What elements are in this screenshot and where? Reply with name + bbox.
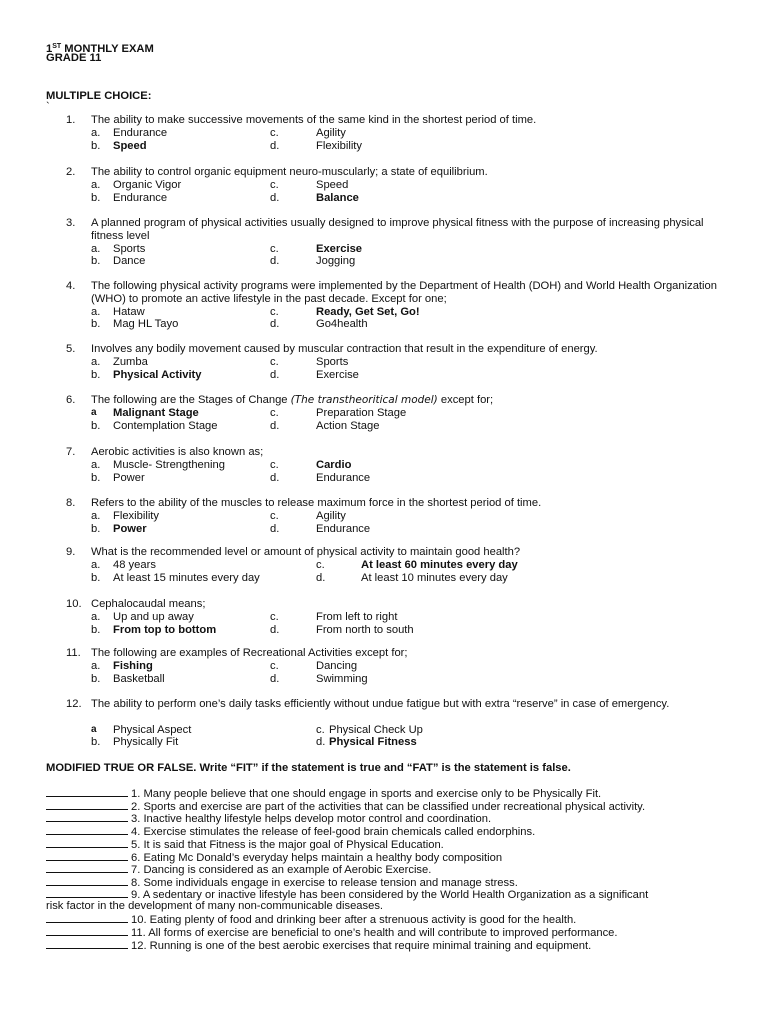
question-number: 4. xyxy=(66,280,76,292)
option-row xyxy=(0,407,768,420)
option-c-text: Cardio xyxy=(316,458,352,471)
question-text: The ability to perform one’s daily tasks efficiently without undue fatigue but with extra “reserve” in case of emergency. xyxy=(91,698,670,710)
option-row xyxy=(0,660,768,673)
option-row xyxy=(0,724,768,737)
option-d-letter: d. xyxy=(270,255,280,268)
question-text-part: The following are the Stages of Change xyxy=(91,394,291,406)
option-a-letter: a. xyxy=(91,509,101,522)
question-text: Cephalocaudal means; xyxy=(91,598,206,610)
option-a-letter: a. xyxy=(91,126,101,139)
option-b-text: Mag HL Tayo xyxy=(113,318,179,331)
option-a-text: Muscle- Strengthening xyxy=(113,458,225,471)
option-a-letter: a xyxy=(91,406,97,418)
tf-statement: 12. Running is one of the best aerobic exercises that require minimal training and equipment. xyxy=(131,940,592,952)
option-a-letter: a. xyxy=(91,178,101,191)
section-multiple-choice: MULTIPLE CHOICE: xyxy=(46,90,152,102)
question-number: 10. xyxy=(66,598,82,610)
option-a-letter: a. xyxy=(91,659,101,672)
option-c-text: Preparation Stage xyxy=(316,406,407,419)
question-number: 9. xyxy=(66,546,76,558)
tf-statement: 3. Inactive healthy lifestyle helps develop motor control and coordination. xyxy=(131,813,492,825)
question-number: 8. xyxy=(66,497,76,509)
option-b-letter: b. xyxy=(91,191,101,204)
option-b-letter: b. xyxy=(91,623,101,636)
question-text: Aerobic activities is also known as; xyxy=(91,446,264,458)
option-c-letter: c. xyxy=(270,305,279,318)
option-b-letter: b. xyxy=(91,368,101,381)
option-a-letter: a xyxy=(91,723,97,735)
option-d-letter: d. xyxy=(270,672,280,685)
option-c-text: Ready, Get Set, Go! xyxy=(316,305,420,318)
question-text-italic: (The transtheoritical model) xyxy=(290,394,438,406)
option-a-letter: a. xyxy=(91,355,101,368)
option-row xyxy=(0,611,768,624)
answer-blank[interactable] xyxy=(46,887,128,898)
answer-blank[interactable] xyxy=(46,925,128,936)
option-b-letter: b. xyxy=(91,255,101,268)
answer-blank[interactable] xyxy=(46,850,128,861)
tf-statement: 8. Some individuals engage in exercise to release tension and manage stress. xyxy=(131,877,518,889)
option-a-text: Up and up away xyxy=(113,610,194,623)
answer-blank[interactable] xyxy=(46,824,128,835)
option-d-text: Endurance xyxy=(316,471,371,484)
option-c-letter: c. xyxy=(270,242,279,255)
option-c-text: Speed xyxy=(316,178,349,191)
tf-statement: 2. Sports and exercise are part of the activities that can be classified under recreational physical activity. xyxy=(131,801,646,813)
exam-title: 1ST MONTHLY EXAM xyxy=(46,43,154,55)
option-c-text: Physical Check Up xyxy=(329,723,423,736)
tf-statement: 4. Exercise stimulates the release of feel-good brain chemicals called endorphins. xyxy=(131,826,536,838)
option-d-letter: d. xyxy=(270,623,280,636)
option-row xyxy=(0,140,768,153)
option-b-letter: b. xyxy=(91,571,101,584)
stray-mark: ` xyxy=(46,101,50,113)
option-d-text: Physical Fitness xyxy=(329,736,417,749)
tf-statement: 11. All forms of exercise are beneficial to one’s health and will contribute to improved performance. xyxy=(131,927,618,939)
grade-label: GRADE 11 xyxy=(46,52,102,64)
option-d-letter: d. xyxy=(270,191,280,204)
option-b-letter: b. xyxy=(91,672,101,685)
tf-statement: 10. Eating plenty of food and drinking beer after a strenuous activity is good for the health. xyxy=(131,914,577,926)
option-c-letter: c. xyxy=(270,178,279,191)
option-row xyxy=(0,559,768,572)
question-number: 6. xyxy=(66,394,76,406)
option-b-letter: b. xyxy=(91,736,101,749)
option-row xyxy=(0,127,768,140)
question-text: Refers to the ability of the muscles to release maximum force in the shortest period of time. xyxy=(91,497,542,509)
option-row xyxy=(0,572,768,585)
option-c-letter: c. xyxy=(270,406,279,419)
answer-blank[interactable] xyxy=(46,875,128,886)
answer-blank[interactable] xyxy=(46,837,128,848)
section-true-false-instruction: MODIFIED TRUE OR FALSE. Write “FIT” if the statement is true and “FAT” is the statement is false. xyxy=(46,762,571,774)
option-row xyxy=(0,255,768,268)
option-c-letter: c. xyxy=(270,355,279,368)
option-d-text: Exercise xyxy=(316,368,359,381)
tf-statement: 9. A sedentary or inactive lifestyle has been considered by the World Health Organization as a significant xyxy=(131,889,649,901)
option-d-letter: d. xyxy=(316,736,326,749)
answer-blank[interactable] xyxy=(46,799,128,810)
option-b-text: Contemplation Stage xyxy=(113,419,218,432)
option-c-text: Agility xyxy=(316,126,346,139)
option-b-text: At least 15 minutes every day xyxy=(113,571,260,584)
option-c-text: Dancing xyxy=(316,659,358,672)
option-b-text: Physical Activity xyxy=(113,368,202,381)
question-number: 1. xyxy=(66,114,76,126)
answer-blank[interactable] xyxy=(46,811,128,822)
option-c-letter: c. xyxy=(270,458,279,471)
option-row xyxy=(0,420,768,433)
option-row xyxy=(0,243,768,256)
option-d-text: Endurance xyxy=(316,522,371,535)
option-b-text: Power xyxy=(113,471,145,484)
answer-blank[interactable] xyxy=(46,862,128,873)
question-number: 5. xyxy=(66,343,76,355)
option-d-text: Jogging xyxy=(316,255,356,268)
option-d-text: Swimming xyxy=(316,672,368,685)
option-b-text: Physically Fit xyxy=(113,736,179,749)
question-text xyxy=(91,394,731,407)
tf-item-9-continuation: risk factor in the development of many non-communicable diseases. xyxy=(46,900,384,912)
option-a-text: Malignant Stage xyxy=(113,406,199,419)
question-text: What is the recommended level or amount of physical activity to maintain good health? xyxy=(91,546,521,558)
option-c-text: Agility xyxy=(316,509,346,522)
option-b-text: Dance xyxy=(113,255,146,268)
option-d-text: Action Stage xyxy=(316,419,380,432)
option-d-letter: d. xyxy=(270,419,280,432)
option-d-text: Flexibility xyxy=(316,139,363,152)
option-d-letter: d. xyxy=(316,571,326,584)
option-b-text: Basketball xyxy=(113,672,165,685)
option-d-text: From north to south xyxy=(316,623,414,636)
option-b-letter: b. xyxy=(91,318,101,331)
tf-statement: 7. Dancing is considered as an example of Aerobic Exercise. xyxy=(131,864,432,876)
option-c-letter: c. xyxy=(270,509,279,522)
option-a-letter: a. xyxy=(91,458,101,471)
option-row xyxy=(0,673,768,686)
option-a-text: Fishing xyxy=(113,659,153,672)
option-b-text: Endurance xyxy=(113,191,168,204)
option-c-letter: c. xyxy=(316,723,325,736)
option-a-letter: a. xyxy=(91,558,101,571)
option-a-text: Flexibility xyxy=(113,509,160,522)
option-c-letter: c. xyxy=(270,126,279,139)
option-row xyxy=(0,356,768,369)
option-c-letter: c. xyxy=(316,558,325,571)
option-row xyxy=(0,369,768,382)
option-row xyxy=(0,736,768,749)
option-a-text: Endurance xyxy=(113,126,168,139)
option-c-text: From left to right xyxy=(316,610,398,623)
question-text: The ability to make successive movements of the same kind in the shortest period of time. xyxy=(91,114,537,126)
option-a-text: Physical Aspect xyxy=(113,723,192,736)
question-text: The ability to control organic equipment neuro-muscularly; a state of equilibrium. xyxy=(91,166,488,178)
option-a-text: Sports xyxy=(113,242,146,255)
option-a-text: Zumba xyxy=(113,355,148,368)
question-text: The following physical activity programs were implemented by the Department of Health (DOH) and World Health Organization (WHO) to promote an active lifestyle in the past decade. Except for one; xyxy=(91,280,717,305)
option-a-letter: a. xyxy=(91,305,101,318)
answer-blank[interactable] xyxy=(46,938,128,949)
option-d-text: Go4health xyxy=(316,318,368,331)
option-d-letter: d. xyxy=(270,368,280,381)
option-c-letter: c. xyxy=(270,659,279,672)
question-number: 7. xyxy=(66,446,76,458)
option-row xyxy=(0,523,768,536)
option-b-text: Speed xyxy=(113,139,147,152)
question-number: 12. xyxy=(66,698,82,710)
option-row xyxy=(0,472,768,485)
question-text: A planned program of physical activities usually designed to improve physical fitness with the purpose of increasing physical fitness level xyxy=(91,217,704,242)
option-b-text: From top to bottom xyxy=(113,623,217,636)
answer-blank[interactable] xyxy=(46,786,128,797)
option-b-text: Power xyxy=(113,522,147,535)
option-a-text: Hataw xyxy=(113,305,145,318)
option-d-text: At least 10 minutes every day xyxy=(361,571,508,584)
option-c-text: Sports xyxy=(316,355,349,368)
option-c-text: Exercise xyxy=(316,242,363,255)
question-number: 2. xyxy=(66,166,76,178)
option-row xyxy=(0,192,768,205)
tf-item-12 xyxy=(46,938,726,953)
option-d-letter: d. xyxy=(270,318,280,331)
question-text: Involves any bodily movement caused by muscular contraction that result in the expenditure of energy. xyxy=(91,343,598,355)
option-a-letter: a. xyxy=(91,242,101,255)
option-b-letter: b. xyxy=(91,471,101,484)
question-text-part: except for; xyxy=(437,394,494,406)
option-a-text: Organic Vigor xyxy=(113,178,182,191)
option-b-letter: b. xyxy=(91,522,101,535)
answer-blank[interactable] xyxy=(46,912,128,923)
option-c-text: At least 60 minutes every day xyxy=(361,558,518,571)
option-a-letter: a. xyxy=(91,610,101,623)
option-row xyxy=(0,179,768,192)
option-row xyxy=(0,306,768,319)
option-row xyxy=(0,510,768,523)
tf-statement: 6. Eating Mc Donald’s everyday helps maintain a healthy body composition xyxy=(131,852,503,864)
option-a-text: 48 years xyxy=(113,558,156,571)
question-number: 3. xyxy=(66,217,76,229)
option-row xyxy=(0,318,768,331)
tf-statement: 1. Many people believe that one should engage in sports and exercise only to be Physically Fit. xyxy=(131,788,602,800)
option-row xyxy=(0,459,768,472)
option-d-letter: d. xyxy=(270,471,280,484)
option-d-letter: d. xyxy=(270,139,280,152)
option-b-letter: b. xyxy=(91,139,101,152)
question-text: The following are examples of Recreational Activities except for; xyxy=(91,647,408,659)
option-row xyxy=(0,624,768,637)
question-number: 11. xyxy=(66,647,81,659)
option-d-letter: d. xyxy=(270,522,280,535)
option-c-letter: c. xyxy=(270,610,279,623)
option-d-text: Balance xyxy=(316,191,359,204)
option-b-letter: b. xyxy=(91,419,101,432)
tf-statement: 5. It is said that Fitness is the major goal of Physical Education. xyxy=(131,839,444,851)
